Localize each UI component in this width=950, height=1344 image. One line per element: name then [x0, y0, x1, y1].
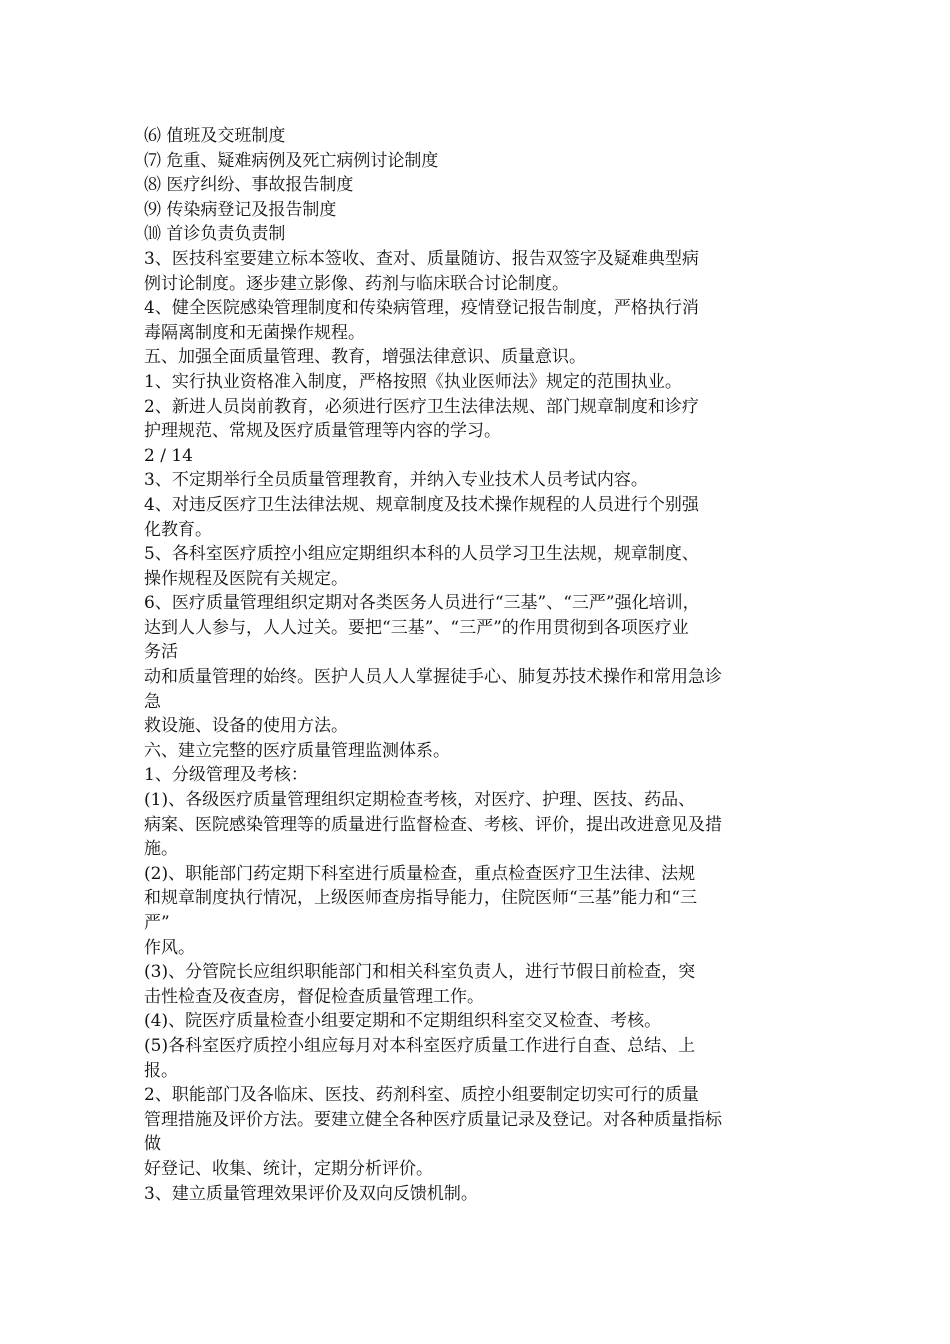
- text-line: 例讨论制度。逐步建立影像、药剂与临床联合讨论制度。: [144, 273, 569, 294]
- text-line: 4、健全医院感染管理制度和传染病管理，疫情登记报告制度，严格执行消: [144, 298, 699, 319]
- text-line: 严”: [144, 913, 170, 933]
- text-line: 5、各科室医疗质控小组应定期组织本科的人员学习卫生法规，规章制度、: [144, 544, 699, 565]
- text-line: 2、新进人员岗前教育，必须进行医疗卫生法律法规、部门规章制度和诊疗: [144, 396, 699, 417]
- text-line: 毒隔离制度和无菌操作规程。: [144, 322, 365, 343]
- text-line: ⑺ 危重、疑难病例及死亡病例讨论制度: [144, 150, 439, 171]
- text-line: 救设施、设备的使用方法。: [144, 716, 348, 737]
- text-line: 务活: [144, 642, 178, 663]
- text-line: ⑹ 值班及交班制度: [144, 126, 286, 146]
- text-line: 3、建立质量管理效果评价及双向反馈机制。: [144, 1183, 478, 1204]
- text-line: 好登记、收集、统计，定期分析评价。: [144, 1158, 433, 1179]
- section-heading: 五、加强全面质量管理、教育，增强法律意识、质量意识。: [144, 347, 586, 368]
- text-line: 报。: [144, 1060, 178, 1081]
- text-line: 和规章制度执行情况，上级医师查房指导能力，住院医师“三基”能力和“三: [144, 888, 698, 909]
- page-number: 2 / 14: [144, 445, 193, 466]
- text-line: 施。: [144, 839, 178, 860]
- text-line: 达到人人参与，人人过关。要把“三基”、“三严”的作用贯彻到各项医疗业: [144, 617, 689, 638]
- text-line: 作风。: [144, 937, 195, 958]
- text-line: 4、对违反医疗卫生法律法规、规章制度及技术操作规程的人员进行个别强: [144, 494, 699, 515]
- text-line: 6、医疗质量管理组织定期对各类医务人员进行“三基”、“三严”强化培训，: [144, 593, 700, 614]
- text-line: ⑻ 医疗纠纷、事故报告制度: [144, 175, 354, 196]
- text-line: (1)、各级医疗质量管理组织定期检查考核，对医疗、护理、医技、药品、: [144, 790, 696, 811]
- text-line: 护理规范、常规及医疗质量管理等内容的学习。: [144, 421, 501, 442]
- text-line: 3、医技科室要建立标本签收、查对、质量随访、报告双签字及疑难典型病: [144, 248, 699, 269]
- text-line: (2)、职能部门药定期下科室进行质量检查，重点检查医疗卫生法律、法规: [144, 863, 696, 884]
- text-line: 管理措施及评价方法。要建立健全各种医疗质量记录及登记。对各种质量指标: [144, 1109, 722, 1130]
- text-line: 1、实行执业资格准入制度，严格按照《执业医师法》规定的范围执业。: [144, 371, 682, 392]
- text-line: (3)、分管院长应组织职能部门和相关科室负责人，进行节假日前检查，突: [144, 962, 696, 983]
- section-heading: 六、建立完整的医疗质量管理监测体系。: [144, 740, 450, 761]
- text-line: 急: [144, 691, 161, 712]
- text-line: ⑼ 传染病登记及报告制度: [144, 199, 337, 220]
- text-line: ⑽ 首诊负责负责制: [144, 224, 286, 245]
- text-line: 操作规程及医院有关规定。: [144, 568, 348, 589]
- text-line: 做: [144, 1134, 161, 1155]
- text-line: (4)、院医疗质量检查小组要定期和不定期组织科室交叉检查、考核。: [144, 1011, 662, 1032]
- text-line: 化教育。: [144, 519, 212, 540]
- text-line: 病案、医院感染管理等的质量进行监督检查、考核、评价，提出改进意见及措: [144, 814, 722, 835]
- text-line: 3、不定期举行全员质量管理教育，并纳入专业技术人员考试内容。: [144, 470, 648, 491]
- text-line: 击性检查及夜查房，督促检查质量管理工作。: [144, 986, 484, 1007]
- text-line: 1、分级管理及考核：: [144, 765, 308, 786]
- document-body: [144, 124, 814, 1206]
- text-line: 2、职能部门及各临床、医技、药剂科室、质控小组要制定切实可行的质量: [144, 1085, 699, 1106]
- text-line: (5)各科室医疗质控小组应每月对本科室医疗质量工作进行自查、总结、上: [144, 1035, 696, 1056]
- text-line: 动和质量管理的始终。医护人员人人掌握徒手心、肺复苏技术操作和常用急诊: [144, 667, 722, 688]
